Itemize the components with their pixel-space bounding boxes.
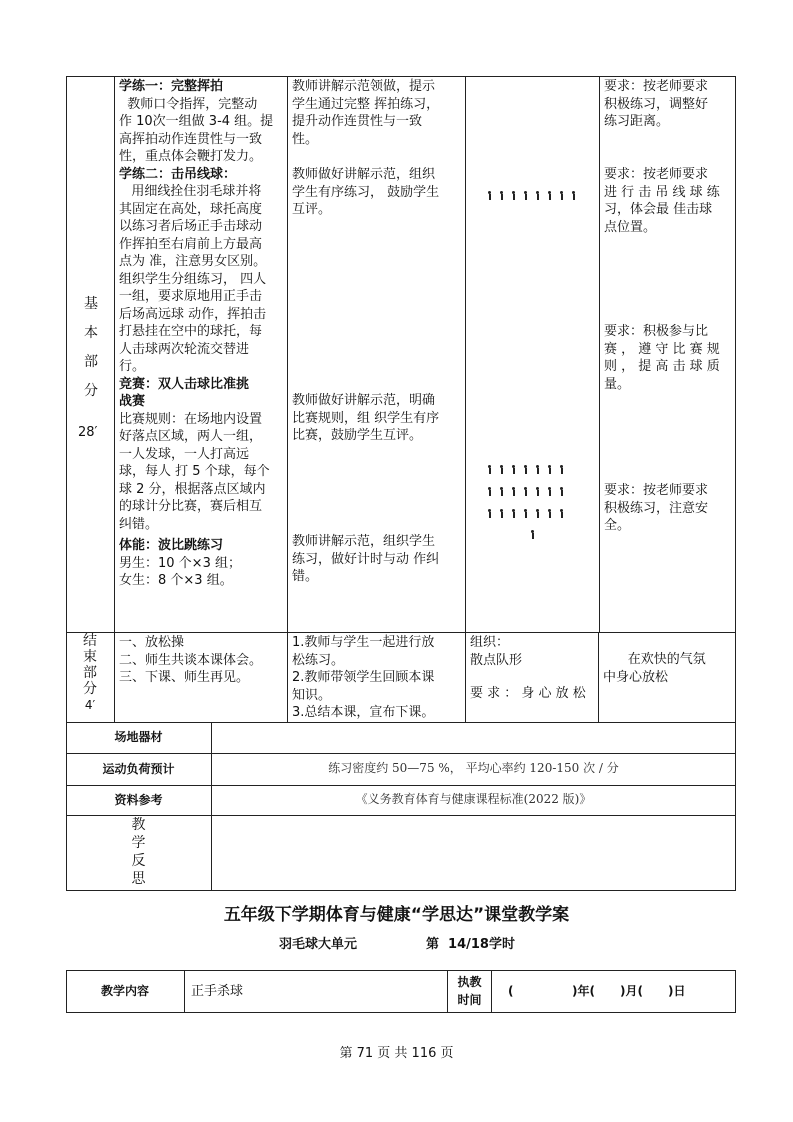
student-figure-icon <box>535 509 540 518</box>
text-line: 则 ， 提 高 击 球 质 <box>604 359 720 374</box>
student-figure-icon <box>523 509 528 518</box>
basic-section-label <box>66 290 116 406</box>
end-requirement <box>603 651 735 686</box>
student-figure-icon <box>559 509 564 518</box>
text-line: 3.总结本课，宣布下课。 <box>292 705 435 720</box>
student-figure-icon <box>499 509 504 518</box>
text-line: 学生通过完整 挥拍练习， <box>292 96 440 112</box>
text-line: 三、下课、师生再见。 <box>119 670 250 685</box>
text-line: 比赛，鼓励学生互评。 <box>292 428 423 443</box>
label-char: 分 <box>83 681 97 697</box>
requirement-block-1 <box>604 78 734 131</box>
text-line: 作 10次一组做 3-4 组。提 <box>119 114 274 129</box>
text-line: 提升动作连贯性与一致 <box>292 114 423 129</box>
student-figure-icon <box>571 191 576 200</box>
label-char: 学 <box>131 835 146 851</box>
student-figure-icon <box>511 465 516 474</box>
text-line: 打悬挂在空中的球托，每 <box>119 324 263 339</box>
text-line: 赛 ， 遵 守 比 赛 规 <box>604 341 720 357</box>
teacher-figure-icon <box>530 530 535 539</box>
teaching-time-label <box>448 973 491 1009</box>
text-line: 球 2 分，根据落点区域内 <box>119 481 266 497</box>
label-char: 束 <box>83 649 97 665</box>
student-figure-icon <box>559 191 564 200</box>
student-figure-icon <box>523 487 528 496</box>
reference-value: 《义务教育体育与健康课程标准(2022 版)》 <box>355 792 592 806</box>
label-char: 部 <box>84 354 98 370</box>
text-line: 进 行 击 吊 线 球 练 <box>604 184 720 200</box>
end-teacher <box>292 634 464 722</box>
requirement-block-4 <box>604 482 734 535</box>
text-line: 练习距离。 <box>604 114 670 129</box>
text-line: 一、放松操 <box>119 635 185 650</box>
text-line: 其固定在高处，球托高度 <box>119 201 263 217</box>
student-figure-icon <box>547 191 552 200</box>
text-line: 练习，做好计时与动 作纠 <box>292 551 440 567</box>
text-line: 用细线拴住羽毛球并将 <box>119 184 262 199</box>
text-line: 积极练习，调整好 <box>604 96 709 112</box>
page-number: 第 71 页 共 116 页 <box>339 1046 454 1061</box>
student-figure-icon <box>499 465 504 474</box>
load-value: 练习密度约 50—75 %， 平均心率约 120-150 次 / 分 <box>328 761 619 775</box>
end-duration: 4′ <box>84 698 96 712</box>
text-line: 一组，要求原地用正手击 <box>119 289 263 304</box>
unit-name: 羽毛球大单元 <box>279 937 358 952</box>
text-line: 球，每人 打 5 个球，每个 <box>119 464 270 479</box>
text-line: 以练习者后场正手击球动 <box>119 219 263 234</box>
text-line: 习，体会最 佳击球 <box>604 202 713 217</box>
student-figure-icon <box>547 509 552 518</box>
venue-label: 场地器材 <box>114 730 163 744</box>
reference-label: 资料参考 <box>114 793 163 807</box>
text-line: 比赛规则：在场地内设置 <box>119 411 263 427</box>
teacher-block-1 <box>292 78 464 148</box>
text-line: 知识。 <box>292 687 332 703</box>
text-line: 散点队形 <box>470 652 523 668</box>
label-char: 结 <box>83 633 97 649</box>
teacher-block-4 <box>292 533 464 586</box>
text-line: 行。 <box>119 359 146 374</box>
text-line: 后场高远球 动作，挥拍击 <box>119 306 267 322</box>
practice1-title: 学练一：完整挥拍 <box>119 79 224 94</box>
text-line: 教师做好讲解示范，组织 <box>292 167 436 182</box>
text-line: 点为 准，注意男女区别。 <box>119 254 267 269</box>
student-figure-icon <box>499 191 504 200</box>
student-figure-icon <box>487 509 492 518</box>
text-line: 在欢快的气氛 <box>603 652 706 667</box>
lesson-plan-title: 五年级下学期体育与健康“学思达”课堂教学案 <box>223 905 570 925</box>
label-char: 教 <box>131 817 146 833</box>
basic-content <box>119 78 287 590</box>
end-content <box>119 634 287 687</box>
text-line: 错。 <box>292 569 319 584</box>
student-figure-icon <box>547 465 552 474</box>
requirement-block-2 <box>604 166 734 236</box>
teacher-block-2 <box>292 166 464 219</box>
text-line: 的球计分比赛，赛后相互 <box>119 499 263 514</box>
text-line: 中身心放松 <box>603 669 669 685</box>
student-figure-icon <box>535 487 540 496</box>
student-figure-icon <box>535 191 540 200</box>
lesson-period: 第 14/18学时 <box>426 937 515 952</box>
text-line: 性。 <box>292 131 319 147</box>
student-figure-icon <box>511 509 516 518</box>
student-figure-icon <box>547 487 552 496</box>
student-figure-icon <box>559 465 564 474</box>
end-organization <box>470 634 598 703</box>
fitness-title: 体能：波比跳练习 <box>119 538 224 553</box>
label-line: 执教 <box>457 975 482 989</box>
text-line: 好落点区域，两人一组， <box>119 429 263 444</box>
text-line: 二、师生共谈本课体会。 <box>119 652 263 668</box>
text-line: 人击球两次轮流交替进 <box>119 341 250 357</box>
student-figure-icon <box>523 191 528 200</box>
student-figure-icon <box>535 465 540 474</box>
competition-title: 战赛 <box>119 394 146 409</box>
text-line: 2.教师带领学生回顾本课 <box>292 670 435 685</box>
teacher-block-3 <box>292 392 464 445</box>
text-line: 组织： <box>470 635 510 650</box>
label-char: 部 <box>83 665 97 681</box>
text-line: 一人发球，一人打高远 <box>119 446 250 462</box>
student-figure-icon <box>487 487 492 496</box>
requirement-block-3 <box>604 323 734 393</box>
text-line: 量。 <box>604 376 631 392</box>
text-line: 教师口令指挥，完整动 <box>119 96 258 112</box>
teaching-date: ( )年( )月( )日 <box>508 984 686 998</box>
end-section-label <box>66 633 114 713</box>
venue-value <box>212 722 735 753</box>
text-line: 1.教师与学生一起进行放 <box>292 635 435 650</box>
student-figure-icon <box>559 487 564 496</box>
text-line: 学生有序练习， 鼓励学生 <box>292 184 440 200</box>
text-line: 要 求 ： 身 心 放 松 <box>470 686 586 701</box>
content-value: 正手杀球 <box>191 984 244 999</box>
text-line: 积极练习，注意安 <box>604 500 709 516</box>
practice2-title: 学练二：击吊线球： <box>119 166 237 182</box>
text-line: 比赛规则，组 织学生有序 <box>292 410 440 426</box>
reflection-label <box>66 816 211 888</box>
text-line: 互评。 <box>292 202 332 217</box>
text-line: 教师做好讲解示范，明确 <box>292 393 436 408</box>
student-figure-icon <box>523 465 528 474</box>
student-figure-icon <box>511 487 516 496</box>
text-line: 高挥拍动作连贯性与一致 <box>119 131 263 147</box>
text-line: 纠错。 <box>119 516 159 532</box>
text-line: 组织学生分组练习， 四人 <box>119 271 267 287</box>
text-line: 男生：10 个×3 组； <box>119 555 241 571</box>
text-line: 教师讲解示范，组织学生 <box>292 534 436 549</box>
text-line: 要求：按老师要求 <box>604 79 709 94</box>
text-line: 要求：积极参与比 <box>604 324 709 339</box>
label-line: 时间 <box>457 993 482 1007</box>
text-line: 松练习。 <box>292 652 345 668</box>
student-figure-icon <box>487 191 492 200</box>
text-line: 作挥拍至右肩前上方最高 <box>119 236 263 252</box>
student-figure-icon <box>499 487 504 496</box>
label-char: 本 <box>84 325 98 341</box>
basic-duration: 28′ <box>78 425 98 440</box>
competition-title: 竞赛：双人击球比准挑 <box>119 376 250 392</box>
text-line: 点位置。 <box>604 219 657 235</box>
student-figure-icon <box>487 465 492 474</box>
text-line: 性，重点体会鞭打发力。 <box>119 149 263 164</box>
label-char: 反 <box>131 853 146 869</box>
text-line: 教师讲解示范领做，提示 <box>292 79 436 94</box>
text-line: 全。 <box>604 518 631 533</box>
text-line: 女生：8 个×3 组。 <box>119 573 233 588</box>
label-char: 分 <box>84 383 98 399</box>
content-label: 教学内容 <box>100 984 149 998</box>
label-char: 思 <box>131 871 146 887</box>
text-line: 要求：按老师要求 <box>604 167 709 182</box>
load-label: 运动负荷预计 <box>102 762 175 776</box>
label-char: 基 <box>84 296 98 312</box>
text-line: 要求：按老师要求 <box>604 483 709 498</box>
student-figure-icon <box>511 191 516 200</box>
